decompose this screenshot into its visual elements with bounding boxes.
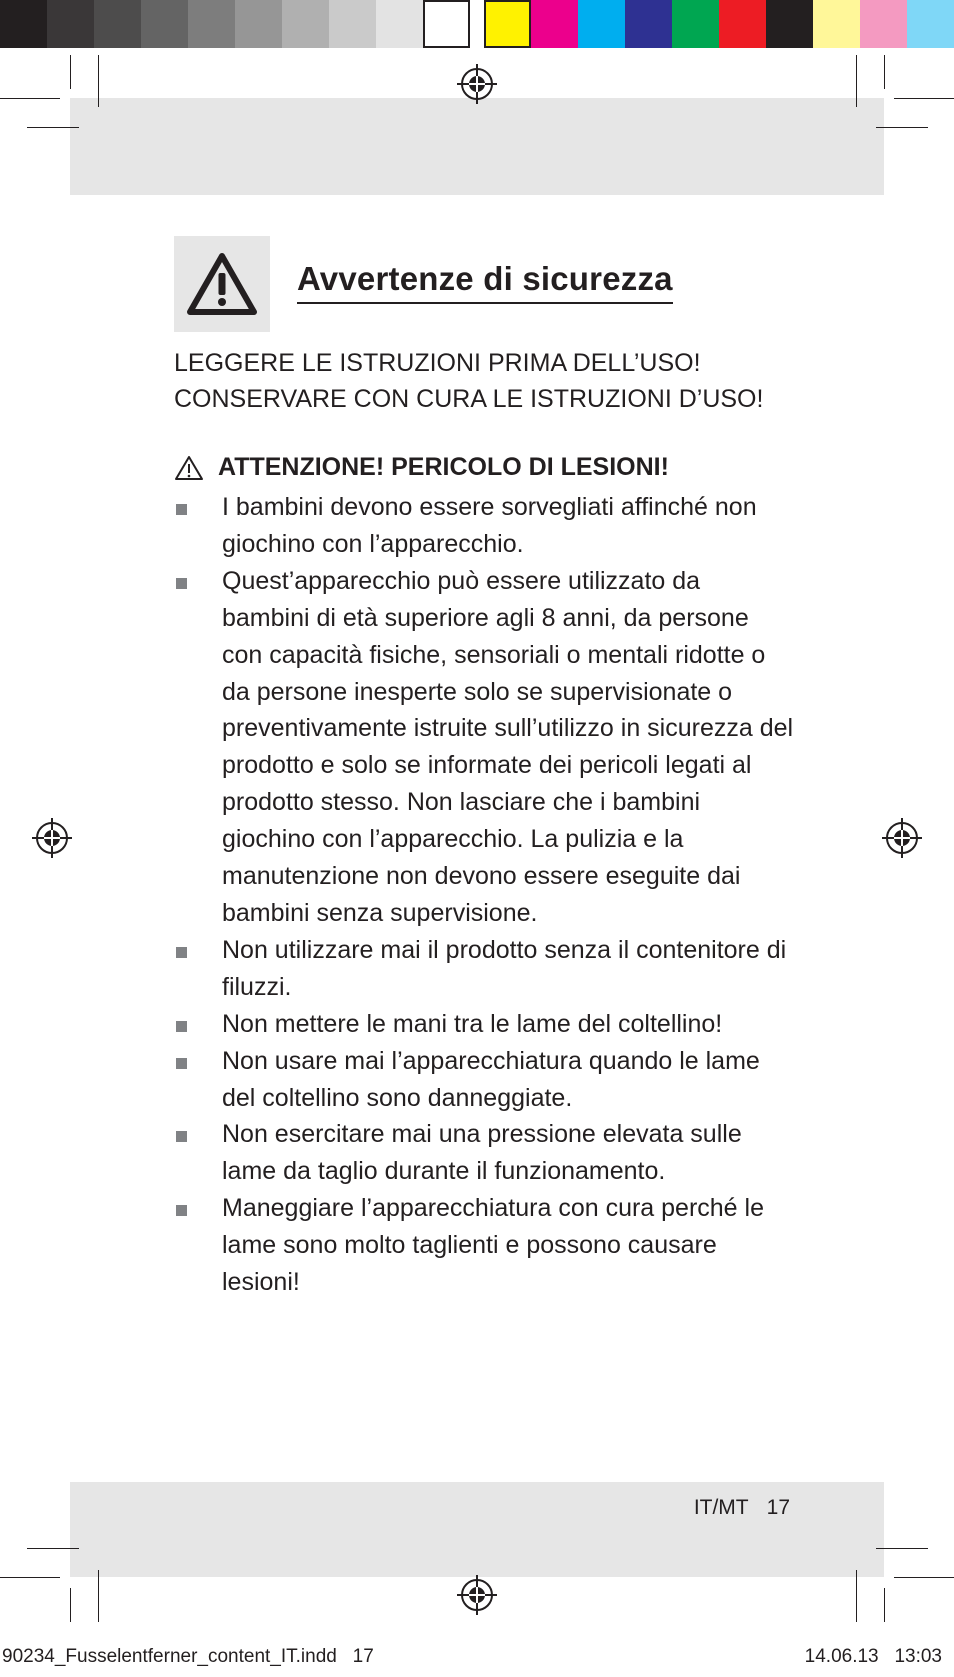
list-item	[174, 489, 794, 563]
crop-mark	[876, 127, 928, 128]
intro-line: LEGGERE LE ISTRUZIONI PRIMA DELL’USO!	[174, 349, 701, 377]
color-swatch	[766, 0, 813, 48]
gray-swatch	[282, 0, 329, 48]
list-item-text: Quest’apparecchio può essere utilizzato da bambini di età superiore agli 8 anni, da persone con capacità fisiche, sensoriali o mentali ridotte o da persone inesperte solo se supervisionate o preventivamente istruite sull’utilizzo in sicurezza del prodotto e solo se informate dei pericoli legati al prodotto stesso. Non lasciare che i bambini giochino con l’apparecchio. La pulizia e la manutenzione non devono essere eseguite dai bambini senza supervisione.	[222, 566, 794, 927]
list-item-text: Non usare mai l’apparecchiatura quando le lame del coltellino sono danneggiate.	[222, 1046, 760, 1112]
gray-swatch	[141, 0, 188, 48]
bullet-square-icon	[176, 1021, 187, 1032]
color-swatch	[531, 0, 578, 48]
slug-filename: 90234_Fusselentferner_content_IT.indd 17	[2, 1646, 374, 1667]
intro-line: CONSERVARE CON CURA LE ISTRUZIONI D’USO!	[174, 385, 764, 413]
crop-mark	[27, 1548, 79, 1549]
gray-swatch	[94, 0, 141, 48]
page-title: Avvertenze di sicurezza	[297, 260, 673, 304]
gray-swatch	[235, 0, 282, 48]
bullet-square-icon	[176, 1058, 187, 1069]
list-item-text: I bambini devono essere sorvegliati affinché non giochino con l’apparecchio.	[222, 493, 757, 558]
color-swatch	[860, 0, 907, 48]
safety-list	[174, 489, 794, 1301]
registration-mark-icon	[32, 818, 72, 858]
crop-mark	[884, 55, 885, 89]
list-item	[174, 563, 794, 932]
gray-swatch	[423, 0, 470, 48]
crop-mark	[98, 1570, 99, 1622]
crop-mark	[894, 98, 954, 99]
gray-swatch	[188, 0, 235, 48]
crop-mark	[27, 127, 79, 128]
registration-mark-icon	[457, 64, 497, 104]
bullet-square-icon	[176, 947, 187, 958]
color-calibration-bar	[484, 0, 954, 50]
bullet-square-icon	[176, 504, 187, 515]
crop-mark	[70, 55, 71, 89]
registration-mark-icon	[457, 1575, 497, 1615]
list-item	[174, 932, 794, 1006]
crop-mark	[876, 1548, 928, 1549]
intro-text	[174, 345, 794, 417]
color-swatch	[719, 0, 766, 48]
crop-mark	[0, 98, 60, 99]
list-item	[174, 1043, 794, 1117]
page-number-label	[694, 1496, 790, 1520]
list-item-text: Maneggiare l’apparecchiatura con cura perché le lame sono molto taglienti e possono causare lesioni!	[222, 1194, 764, 1297]
list-item-text: Non utilizzare mai il prodotto senza il contenitore di filuzzi.	[222, 935, 787, 1001]
color-swatch	[907, 0, 954, 48]
list-item	[174, 1006, 794, 1043]
gray-calibration-bar	[0, 0, 470, 50]
gray-swatch	[329, 0, 376, 48]
warning-triangle-icon	[174, 455, 204, 481]
list-item	[174, 1116, 794, 1190]
bullet-square-icon	[176, 1205, 187, 1216]
color-swatch	[813, 0, 860, 48]
warning-heading-text: ATTENZIONE! PERICOLO DI LESIONI!	[218, 453, 669, 481]
bullet-square-icon	[176, 578, 187, 589]
color-swatch	[484, 0, 531, 48]
language-code: IT/MT	[693, 1496, 749, 1519]
section-warning-box	[174, 236, 270, 332]
header-band	[70, 98, 884, 195]
page-number: 17	[766, 1496, 790, 1519]
crop-mark	[70, 1588, 71, 1622]
list-item	[174, 1190, 794, 1301]
list-item-text: Non esercitare mai una pressione elevata sulle lame da taglio durante il funzionamento.	[222, 1120, 742, 1186]
warning-triangle-icon	[186, 251, 258, 317]
warning-heading	[174, 453, 669, 482]
crop-mark	[856, 1570, 857, 1622]
bullet-square-icon	[176, 1131, 187, 1142]
gray-swatch	[47, 0, 94, 48]
crop-mark	[0, 1577, 60, 1578]
registration-mark-icon	[882, 818, 922, 858]
list-item-text: Non mettere le mani tra le lame del coltellino!	[222, 1009, 723, 1038]
slug-datetime: 14.06.13 13:03	[804, 1646, 942, 1667]
crop-mark	[856, 55, 857, 107]
gray-swatch	[376, 0, 423, 48]
crop-mark	[884, 1588, 885, 1622]
crop-mark	[894, 1577, 954, 1578]
color-swatch	[578, 0, 625, 48]
color-swatch	[625, 0, 672, 48]
gray-swatch	[0, 0, 47, 48]
color-swatch	[672, 0, 719, 48]
crop-mark	[98, 55, 99, 107]
